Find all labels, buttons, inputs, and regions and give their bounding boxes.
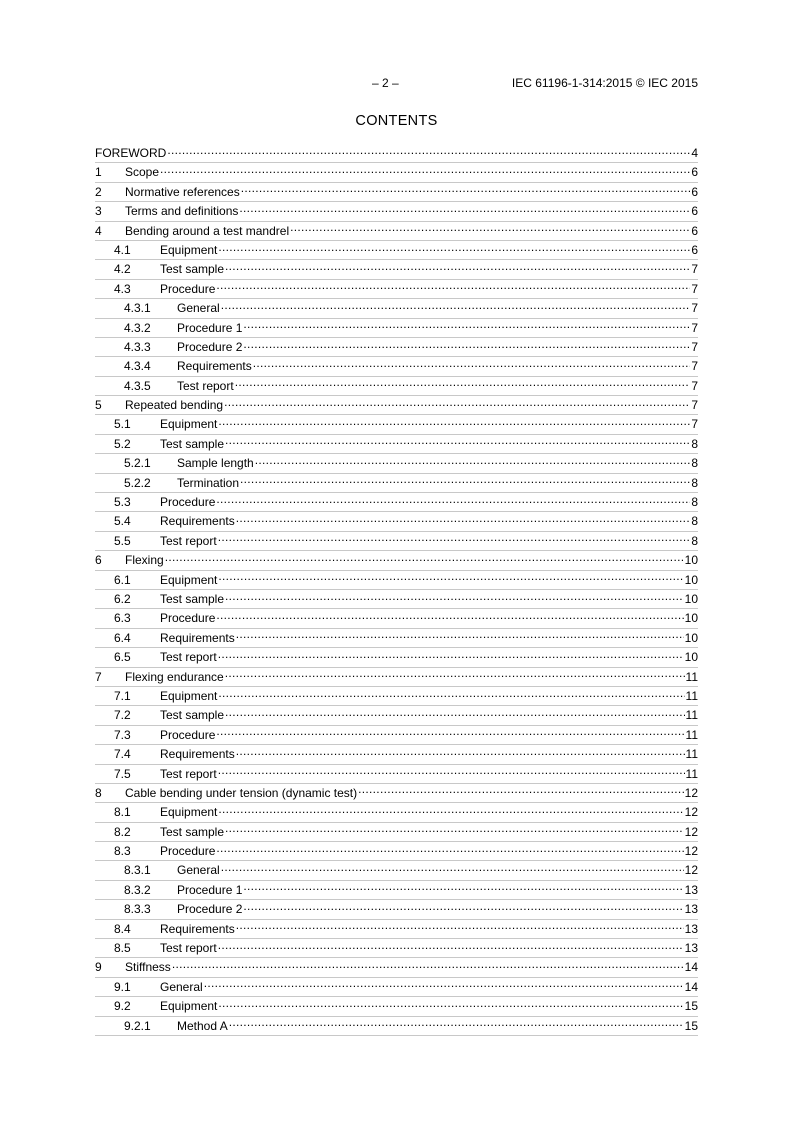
- dot-leader: [165, 552, 684, 564]
- toc-entry[interactable]: [95, 590, 698, 609]
- toc-entry-number: 8.1: [114, 805, 131, 820]
- toc-entry-number: 5.3: [114, 495, 131, 510]
- toc-entry-number: 4.3.3: [124, 339, 151, 354]
- toc-entry-number: 8: [95, 785, 102, 800]
- toc-entry-label: Requirements: [160, 921, 235, 936]
- toc-entry-page: 13: [684, 941, 698, 956]
- toc-entry-number: 6.2: [114, 591, 131, 606]
- toc-entry-label: Test report: [177, 378, 234, 393]
- toc-entry[interactable]: [95, 939, 698, 958]
- toc-entry-label: Test report: [160, 941, 217, 956]
- toc-entry-page: 7: [691, 339, 698, 354]
- toc-entry-label: Procedure 1: [177, 320, 243, 335]
- toc-entry[interactable]: [95, 861, 698, 880]
- dot-leader: [218, 649, 684, 661]
- toc-entry[interactable]: [95, 745, 698, 764]
- toc-entry-number: 7.3: [114, 727, 131, 742]
- toc-entry-label: Equipment: [160, 572, 218, 587]
- toc-entry-label: Equipment: [160, 417, 218, 432]
- toc-entry-label: Requirements: [160, 747, 235, 762]
- toc-entry[interactable]: [95, 338, 698, 357]
- dot-leader: [241, 184, 691, 196]
- toc-entry-page: 11: [685, 747, 698, 762]
- toc-entry-page: 4: [691, 146, 698, 160]
- toc-entry-page: 8: [691, 533, 698, 548]
- toc-entry[interactable]: [95, 1017, 698, 1036]
- dot-leader: [243, 320, 690, 332]
- standard-reference: IEC 61196-1-314:2015 © IEC 2015: [511, 76, 698, 90]
- dot-leader: [218, 416, 690, 428]
- toc-entry[interactable]: [95, 183, 698, 202]
- toc-entry[interactable]: [95, 881, 698, 900]
- toc-entry[interactable]: [95, 958, 698, 977]
- toc-entry-label: Stiffness: [125, 960, 171, 975]
- toc-entry-label: General: [177, 301, 220, 316]
- toc-entry-page: 10: [684, 630, 698, 645]
- toc-entry-page: 10: [684, 572, 698, 587]
- dot-leader: [218, 688, 684, 700]
- dot-leader: [240, 475, 690, 487]
- toc-entry[interactable]: [95, 377, 698, 396]
- toc-entry-label: Test sample: [160, 824, 225, 839]
- toc-entry-page: 7: [691, 320, 698, 335]
- toc-entry[interactable]: [95, 396, 698, 415]
- toc-entry[interactable]: [95, 415, 698, 434]
- dot-leader: [218, 804, 683, 816]
- dot-leader: [172, 959, 684, 971]
- toc-entry-number: 8.3.2: [124, 882, 151, 897]
- toc-entry-page: 12: [684, 805, 698, 820]
- toc-entry-number: 9.2: [114, 999, 131, 1014]
- dot-leader: [218, 242, 690, 254]
- toc-entry-label: Test sample: [160, 436, 225, 451]
- toc-entry[interactable]: [95, 900, 698, 919]
- dot-leader: [239, 203, 690, 215]
- dot-leader: [225, 436, 690, 448]
- toc-entry-label: Procedure 2: [177, 902, 243, 917]
- toc-entry-page: 7: [691, 281, 698, 296]
- dot-leader: [216, 610, 683, 622]
- toc-entry-number: 4.3.4: [124, 359, 151, 374]
- toc-entry[interactable]: [95, 474, 698, 493]
- toc-entry[interactable]: [95, 978, 698, 997]
- toc-entry-number: 8.3: [114, 844, 131, 859]
- dot-leader: [236, 921, 684, 933]
- toc-entry[interactable]: [95, 357, 698, 376]
- toc-entry-page: 11: [685, 727, 698, 742]
- toc-entry-number: 7.2: [114, 708, 131, 723]
- toc-entry-label: Procedure: [160, 844, 216, 859]
- toc-entry-number: 4.3.1: [124, 301, 151, 316]
- dot-leader: [221, 862, 684, 874]
- toc-entry-number: 4.3.5: [124, 378, 151, 393]
- dot-leader: [243, 339, 690, 351]
- toc-entry-label: Bending around a test mandrel: [125, 223, 290, 238]
- toc-entry[interactable]: [95, 706, 698, 725]
- dot-leader: [236, 630, 684, 642]
- toc-entry-label: Flexing endurance: [125, 669, 224, 684]
- toc-entry-label: Scope: [125, 165, 160, 180]
- toc-entry-number: 7.4: [114, 747, 131, 762]
- toc-entry-number: 5.5: [114, 533, 131, 548]
- dot-leader: [225, 707, 685, 719]
- toc-entry-page: 7: [691, 398, 698, 413]
- toc-entry-number: 5.2: [114, 436, 131, 451]
- toc-entry[interactable]: [95, 842, 698, 861]
- toc-entry-page: 7: [691, 301, 698, 316]
- toc-entry-label: Sample length: [177, 456, 254, 471]
- toc-entry-page: 12: [684, 824, 698, 839]
- dot-leader: [167, 145, 690, 157]
- toc-entry-page: 15: [684, 999, 698, 1014]
- toc-entry-number: 6.4: [114, 630, 131, 645]
- toc-entry-label: Equipment: [160, 999, 218, 1014]
- toc-entry-number: 5.1: [114, 417, 131, 432]
- toc-entry-label: Test sample: [160, 591, 225, 606]
- page-number: – 2 –: [372, 76, 399, 90]
- toc-entry-page: 12: [684, 785, 698, 800]
- toc-entry-page: 7: [691, 359, 698, 374]
- toc-entry[interactable]: [95, 512, 698, 531]
- toc-entry-page: 6: [691, 184, 698, 199]
- toc-entry[interactable]: [95, 920, 698, 939]
- toc-entry-label: Equipment: [160, 242, 218, 257]
- toc-entry-number: 4.3: [114, 281, 131, 296]
- dot-leader: [216, 727, 684, 739]
- toc-entry-label: Cable bending under tension (dynamic test): [125, 785, 358, 800]
- toc-entry[interactable]: [95, 823, 698, 842]
- toc-entry-label: General: [160, 979, 203, 994]
- dot-leader: [236, 513, 691, 525]
- toc-entry-page: 11: [685, 688, 698, 703]
- dot-leader: [225, 824, 684, 836]
- toc-entry-label: Equipment: [160, 688, 218, 703]
- dot-leader: [218, 766, 685, 778]
- dot-leader: [225, 669, 685, 681]
- toc-entry-label: Procedure: [160, 727, 216, 742]
- toc-entry[interactable]: [95, 551, 698, 570]
- row-divider: [95, 1035, 698, 1036]
- toc-entry-page: 6: [691, 204, 698, 219]
- toc-entry-page: 8: [691, 495, 698, 510]
- toc-entry-number: 8.2: [114, 824, 131, 839]
- toc-entry-number: 4.1: [114, 242, 131, 257]
- toc-entry-label: Method A: [177, 1018, 228, 1033]
- toc-entry-page: 10: [684, 650, 698, 665]
- dot-leader: [225, 591, 684, 603]
- toc-entry-label: FOREWORD: [95, 146, 167, 160]
- toc-entry[interactable]: [95, 648, 698, 667]
- toc-entry-number: 6.3: [114, 611, 131, 626]
- toc-entry-number: 9.1: [114, 979, 131, 994]
- toc-entry-number: 9: [95, 960, 102, 975]
- toc-entry[interactable]: [95, 726, 698, 745]
- toc-entry-page: 8: [691, 456, 698, 471]
- toc-entry-number: 3: [95, 204, 102, 219]
- toc-entry-page: 14: [684, 960, 698, 975]
- toc-entry-label: Terms and definitions: [125, 204, 239, 219]
- toc-entry-page: 12: [684, 863, 698, 878]
- dot-leader: [255, 455, 691, 467]
- toc-entry-label: General: [177, 863, 220, 878]
- toc-entry-page: 13: [684, 902, 698, 917]
- page-title: CONTENTS: [355, 113, 438, 129]
- toc-entry-label: Repeated bending: [125, 398, 224, 413]
- toc-entry-number: 7: [95, 669, 102, 684]
- dot-leader: [216, 843, 683, 855]
- toc-entry-number: 8.5: [114, 941, 131, 956]
- toc-entry[interactable]: [95, 299, 698, 318]
- toc-entry-label: Test sample: [160, 708, 225, 723]
- dot-leader: [216, 494, 690, 506]
- toc-entry-label: Procedure 2: [177, 339, 243, 354]
- dot-leader: [243, 882, 683, 894]
- toc-entry-number: 6: [95, 553, 102, 568]
- dot-leader: [229, 1018, 684, 1030]
- toc-entry[interactable]: [95, 319, 698, 338]
- toc-entry[interactable]: [95, 803, 698, 822]
- toc-entry[interactable]: [95, 163, 698, 182]
- toc-entry-page: 11: [685, 669, 698, 684]
- toc-entry-page: 8: [691, 514, 698, 529]
- toc-entry-page: 7: [691, 417, 698, 432]
- toc-entry[interactable]: [95, 144, 698, 163]
- toc-entry[interactable]: [95, 609, 698, 628]
- toc-entry-page: 6: [691, 165, 698, 180]
- toc-entry-number: 8.3.3: [124, 902, 151, 917]
- dot-leader: [253, 358, 691, 370]
- dot-leader: [160, 164, 690, 176]
- toc-entry-page: 10: [684, 611, 698, 626]
- toc-entry[interactable]: [95, 687, 698, 706]
- toc-entry[interactable]: [95, 629, 698, 648]
- dot-leader: [224, 397, 690, 409]
- toc-entry-page: 10: [684, 591, 698, 606]
- toc-entry[interactable]: [95, 202, 698, 221]
- toc-entry-page: 7: [691, 378, 698, 393]
- toc-entry-number: 6.1: [114, 572, 131, 587]
- toc-entry-number: 9.2.1: [124, 1018, 151, 1033]
- toc-entry-page: 12: [684, 844, 698, 859]
- toc-entry-page: 8: [691, 436, 698, 451]
- toc-entry-number: 7.5: [114, 766, 131, 781]
- toc-entry-number: 4: [95, 223, 102, 238]
- dot-leader: [218, 940, 684, 952]
- dot-leader: [204, 979, 684, 991]
- toc-entry-label: Equipment: [160, 805, 218, 820]
- toc-entry[interactable]: [95, 260, 698, 279]
- toc-entry-label: Test report: [160, 650, 217, 665]
- toc-entry-number: 7.1: [114, 688, 131, 703]
- toc-entry[interactable]: [95, 784, 698, 803]
- toc-entry-number: 6.5: [114, 650, 131, 665]
- dot-leader: [290, 223, 690, 235]
- toc-entry-label: Termination: [177, 475, 240, 490]
- toc-entry-number: 5.2.1: [124, 456, 151, 471]
- toc-entry-label: Requirements: [160, 514, 235, 529]
- toc-entry-label: Test report: [160, 533, 217, 548]
- toc-entry-number: 2: [95, 184, 102, 199]
- toc-entry-page: 13: [684, 882, 698, 897]
- toc-entry-page: 14: [684, 979, 698, 994]
- toc-entry-number: 4.2: [114, 262, 131, 277]
- toc-entry-label: Requirements: [177, 359, 252, 374]
- toc-entry-page: 7: [691, 262, 698, 277]
- toc-entry-page: 10: [684, 553, 698, 568]
- toc-entry-page: 11: [685, 766, 698, 781]
- toc-entry-page: 8: [691, 475, 698, 490]
- toc-entry[interactable]: [95, 571, 698, 590]
- toc-entry[interactable]: [95, 280, 698, 299]
- toc-entry-label: Procedure: [160, 611, 216, 626]
- toc-entry-label: Flexing: [125, 553, 164, 568]
- toc-entry-page: 13: [684, 921, 698, 936]
- dot-leader: [218, 533, 691, 545]
- table-of-contents: [95, 144, 698, 1036]
- toc-entry[interactable]: [95, 435, 698, 454]
- dot-leader: [235, 378, 691, 390]
- toc-entry-label: Normative references: [125, 184, 240, 199]
- toc-entry-page: 6: [691, 242, 698, 257]
- toc-entry-number: 5.4: [114, 514, 131, 529]
- toc-entry-page: 11: [685, 708, 698, 723]
- toc-entry-number: 5.2.2: [124, 475, 151, 490]
- toc-entry[interactable]: [95, 997, 698, 1016]
- toc-entry-label: Procedure 1: [177, 882, 243, 897]
- toc-entry-label: Test sample: [160, 262, 225, 277]
- dot-leader: [221, 300, 691, 312]
- dot-leader: [243, 901, 683, 913]
- toc-entry[interactable]: [95, 493, 698, 512]
- toc-entry-label: Procedure: [160, 281, 216, 296]
- dot-leader: [218, 998, 683, 1010]
- dot-leader: [358, 785, 684, 797]
- toc-entry[interactable]: [95, 241, 698, 260]
- toc-entry[interactable]: [95, 532, 698, 551]
- toc-entry-label: Procedure: [160, 495, 216, 510]
- toc-entry[interactable]: [95, 668, 698, 687]
- toc-entry-number: 1: [95, 165, 102, 180]
- dot-leader: [216, 281, 690, 293]
- toc-entry-label: Requirements: [160, 630, 235, 645]
- dot-leader: [218, 572, 683, 584]
- toc-entry[interactable]: [95, 454, 698, 473]
- toc-entry-page: 6: [691, 223, 698, 238]
- toc-entry-number: 5: [95, 398, 102, 413]
- dot-leader: [236, 746, 685, 758]
- dot-leader: [225, 261, 690, 273]
- toc-entry[interactable]: [95, 222, 698, 241]
- toc-entry-page: 15: [684, 1018, 698, 1033]
- toc-entry-number: 8.3.1: [124, 863, 151, 878]
- toc-entry[interactable]: [95, 765, 698, 784]
- toc-entry-number: 8.4: [114, 921, 131, 936]
- toc-entry-label: Test report: [160, 766, 217, 781]
- toc-entry-number: 4.3.2: [124, 320, 151, 335]
